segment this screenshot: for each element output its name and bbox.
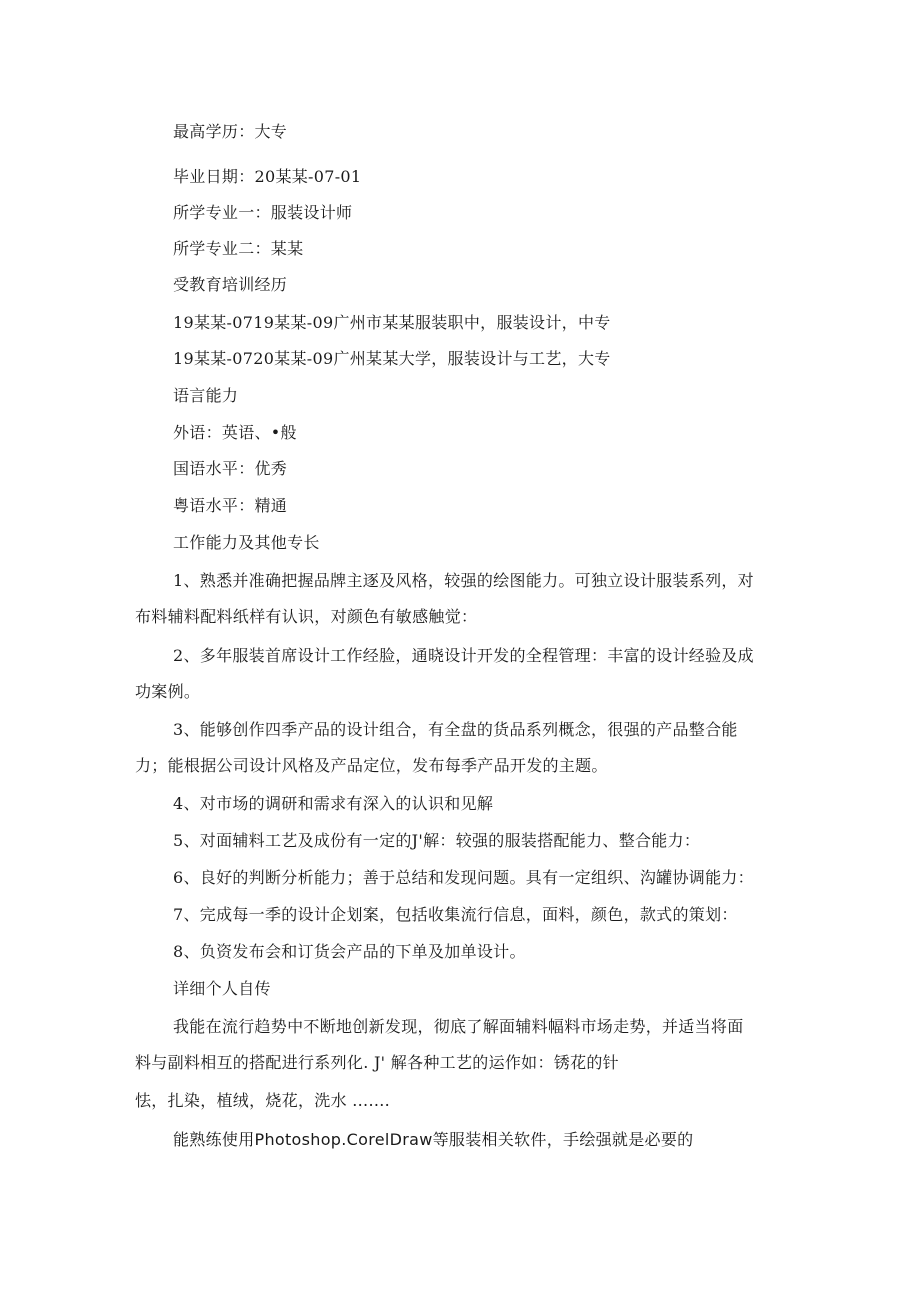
training-item: 19某某-0720某某-09广州某某大学，服装设计与工艺，大专 (173, 349, 611, 368)
training-heading: 受教育培训经历 (173, 275, 288, 294)
skill-item: 6、良好的判断分析能力；善于总结和发现问题。具有一定组织、沟罐协调能力： (173, 868, 754, 887)
major-one: 所学专业一：服装设计师 (173, 203, 353, 222)
foreign-language: 外语：英语、•般 (173, 423, 297, 442)
skill-item: 7、完成每一季的设计企划案，包括收集流行信息，面料，颜色，款式的策划： (173, 905, 738, 924)
skills-heading: 工作能力及其他专长 (173, 533, 320, 552)
language-heading: 语言能力 (173, 386, 239, 405)
skill-item: 4、对市场的调研和需求有深入的认识和见解 (173, 794, 494, 813)
skill-item-continuation: 布料辅料配料纸样有认识，对颜色有敏感触觉： (135, 607, 478, 626)
bio-heading: 详细个人自传 (173, 979, 271, 998)
bio-paragraph: 我能在流行趋势中不断地创新发现，彻底了解面辅料幅料市场走势，并适当将面 (173, 1017, 744, 1036)
graduation-date: 毕业日期：20某某-07-01 (173, 167, 362, 186)
skill-item-continuation: 功案例。 (135, 682, 201, 701)
major-two: 所学专业二：某某 (173, 239, 304, 258)
skill-item-continuation: 力；能根据公司设计风格及产品定位，发布每季产品开发的主题。 (135, 756, 608, 775)
skill-item: 3、能够创作四季产品的设计组合，有全盘的货品系列概念，很强的产品整合能 (173, 720, 738, 739)
bio-paragraph-continuation: 料与副料相互的搭配进行系列化. J' 解各种工艺的运作如：锈花的针 (135, 1053, 619, 1072)
skill-item: 5、对面辅料工艺及成份有一定的J'解：较强的服装搭配能力、整合能力： (173, 831, 701, 850)
cantonese-level: 粤语水平：精通 (173, 496, 288, 515)
skill-item: 1、熟悉并准确把握品牌主逐及风格，较强的绘图能力。可独立设计服装系列，对 (173, 571, 754, 590)
bio-paragraph-continuation: 怯，扎染，植绒，烧花，洗水 ....... (135, 1091, 390, 1110)
software-skills: 能熟练使用Photoshop.CorelDraw等服装相关软件，手绘强就是必要的 (173, 1130, 694, 1149)
skill-item: 2、多年服装首席设计工作经脸，通晓设计开发的全程管理：丰富的设计经验及成 (173, 646, 754, 665)
highest-education: 最高学历：大专 (173, 122, 288, 141)
skill-item: 8、负资发布会和订货会产品的下单及加单设计。 (173, 942, 526, 961)
training-item: 19某某-0719某某-09广州市某某服装职中，服装设计，中专 (173, 313, 611, 332)
mandarin-level: 国语水平：优秀 (173, 459, 288, 478)
